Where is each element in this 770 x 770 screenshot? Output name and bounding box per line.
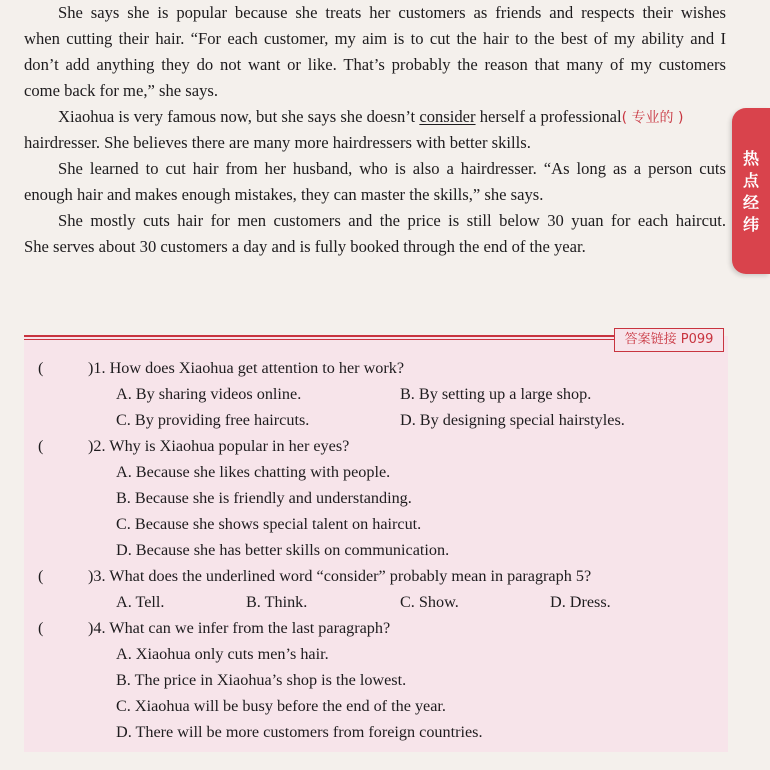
q2-option-b[interactable]: B. Because she is friendly and understanding. [116,489,412,507]
q1-option-b[interactable]: B. By setting up a large shop. [400,385,592,403]
q4-option-a[interactable]: A. Xiaohua only cuts men’s hair. [116,645,329,663]
q2-option-a[interactable]: A. Because she likes chatting with people. [116,463,391,481]
p5-text-after: herself a professional [475,107,622,126]
q1-option-d[interactable]: D. By designing special hairstyles. [400,411,625,429]
gloss-professional: ( 专业的 ) [621,110,684,126]
q3-option-b[interactable]: B. Think. [246,593,308,611]
q2-stem: )2. Why is Xiaohua popular in her eyes? [88,437,350,455]
divider-rule [24,335,614,337]
underlined-word-consider: consider [419,107,476,126]
p5-text-before: Xiaohua is very famous now, but she says she doesn’t [58,107,420,126]
side-tab-label: 热 点 经 纬 [742,149,759,234]
divider-rule-thin [24,339,614,340]
passage-p5-line2: hairdresser. She believes there are many more hairdressers with better skills. [24,133,531,152]
q3-stem: )3. What does the underlined word “consider” probably mean in paragraph 5? [88,567,592,585]
q3-option-c[interactable]: C. Show. [400,593,459,611]
passage-p6-line2: enough hair and makes enough mistakes, they can master the skills,” she says. [24,185,544,204]
q3-answer-blank[interactable]: ( [38,567,44,585]
q1-option-c[interactable]: C. By providing free haircuts. [116,411,310,429]
q3-option-d[interactable]: D. Dress. [550,593,611,611]
passage-p6-line1: She learned to cut hair from her husband, who is also a hairdresser. “As long as a person cuts [58,159,726,178]
q3-option-a[interactable]: A. Tell. [116,593,165,611]
passage-p3-line1: She says she is popular because she treats her customers as friends and respects their wishes [58,3,726,22]
q1-stem: )1. How does Xiaohua get attention to her work? [88,359,405,377]
q4-answer-blank[interactable]: ( [38,619,44,637]
q4-option-d[interactable]: D. There will be more customers from foreign countries. [116,723,483,741]
q1-option-a[interactable]: A. By sharing videos online. [116,385,302,403]
q2-answer-blank[interactable]: ( [38,437,44,455]
q2-option-d[interactable]: D. Because she has better skills on communication. [116,541,450,559]
q4-option-c[interactable]: C. Xiaohua will be busy before the end of the year. [116,697,446,715]
passage-p7-line1: She mostly cuts hair for men customers and the price is still below 30 yuan for each haircut. [58,211,726,230]
q2-option-c[interactable]: C. Because she shows special talent on haircut. [116,515,422,533]
passage-p7-line2: She serves about 30 customers a day and is fully booked through the end of the year. [24,237,586,256]
q4-stem: )4. What can we infer from the last paragraph? [88,619,391,637]
passage-p3-line4: come back for me,” she says. [24,81,218,100]
q4-option-b[interactable]: B. The price in Xiaohua’s shop is the lowest. [116,671,407,689]
answer-link-box: 答案链接 P099 [614,328,724,352]
q1-answer-blank[interactable]: ( [38,359,44,377]
side-section-tab [732,108,770,274]
passage-p3-line2: when cutting their hair. “For each customer, my aim is to cut the hair to the best of my ability and I [24,29,726,48]
passage-p5-line1 [58,104,726,130]
passage-p3-line3: don’t add anything they do not want or like. That’s probably the reason that many of my customers [24,55,726,74]
